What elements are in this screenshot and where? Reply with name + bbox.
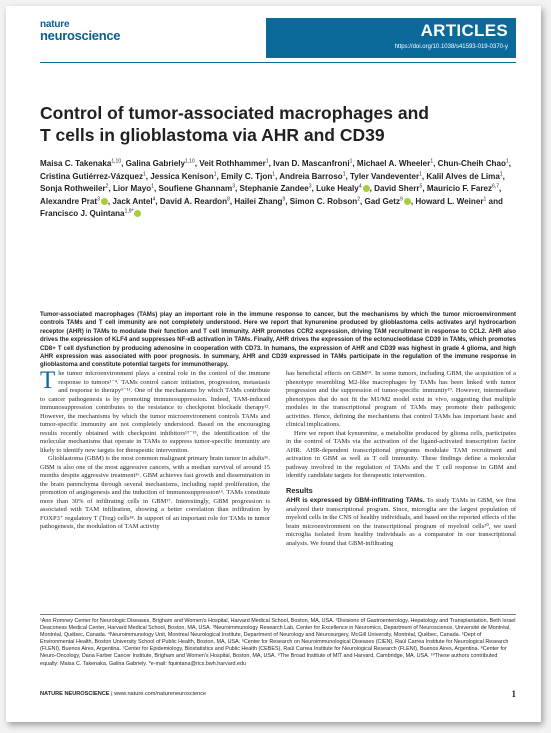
author-name[interactable]: [112, 197, 155, 206]
author-name-text: Luke Healy: [316, 184, 359, 194]
affiliation-marker: 3: [232, 183, 236, 190]
affiliation-marker: 1: [213, 170, 217, 177]
abstract: Tumor-associated macrophages (TAMs) play an important role in the immune response to cancer, but the mechanisms by which the tumor microenvironment controls TAMs and T cell immunity are not completely understood. Here we report that kynurenine produced by glioblastoma cells activates aryl hydrocarbon receptor (AHR) in TAMs to modulate their function and T cell immunity. AHR promotes CCR2 expression, driving TAM recruitment in response to CCL2. AHR also drives the expression of KLF4 and suppresses NF-κB activation in TAMs. Finally, AHR drives the expression of the ectonucleotidase CD39 in TAMs, which promotes CD8+ T cell dysfunction by producing adenosine in cooperation with CD73. In humans, the expression of AHR and CD39 was highest in grade 4 glioma, and high AHR expression was associated with poor prognosis. In summary, AHR and CD39 expressed in TAMs participate in the regulation of the immune response in glioblastoma and constitute potential targets for immunotherapy.: [40, 311, 516, 369]
affiliation-marker: 1: [505, 158, 509, 165]
journal-logo[interactable]: [40, 20, 120, 42]
author-name[interactable]: [290, 197, 360, 206]
author-name[interactable]: [240, 184, 312, 193]
author-name[interactable]: [150, 172, 216, 181]
author-name[interactable]: [113, 184, 154, 193]
author-name-text: Hailei Zhang: [234, 196, 283, 206]
section-banner: [266, 18, 516, 58]
affiliation-marker: 5: [419, 183, 423, 190]
author-name-text: Simon C. Robson: [289, 196, 358, 206]
author-name-text: Lior Mayo: [112, 184, 152, 194]
page-footer: [40, 691, 516, 697]
author-name[interactable]: [199, 159, 268, 168]
intro-paragraph-4: Here we report that kynurenine, a metabolite produced by glioma cells, participates in the control of TAMs via the activation of the ligand-activated transcription factor AHR. AHR-dependent transcriptional programs modulate TAM recruitment and activation in GBM as well as T cell immunity. These findings define a molecular pathway involved in the regulation of TAMs and the T cell response in GBM and identify candidate targets for therapeutic intervention.: [286, 429, 516, 479]
affiliation-marker: 4: [152, 196, 156, 203]
author-name[interactable]: [234, 197, 285, 206]
author-name-text: Jack Antel: [112, 196, 153, 206]
author-name[interactable]: [438, 159, 509, 168]
affiliation-marker: 8: [227, 196, 230, 203]
author-name-text: Galina Gabriely: [125, 159, 186, 168]
author-name[interactable]: [374, 184, 422, 193]
results-paragraph-1: [286, 497, 516, 548]
affiliation-marker: 1: [143, 170, 146, 177]
author-name-text: Sonja Rothweiler: [40, 184, 106, 194]
intro-paragraph-1: [40, 367, 270, 455]
right-column: [286, 370, 516, 548]
author-name[interactable]: [273, 159, 352, 168]
journal-logo-line2: neuroscience: [40, 28, 121, 43]
affiliation-marker: 9: [400, 196, 403, 203]
author-name[interactable]: [427, 184, 499, 193]
affiliation-marker: 1,9*: [124, 208, 134, 215]
author-name-text: Michael A. Wheeler: [356, 159, 431, 168]
affiliation-marker: 3: [308, 183, 312, 190]
affiliation-marker: 1: [342, 170, 346, 177]
author-name[interactable]: [126, 159, 195, 168]
affiliation-marker: 2: [357, 196, 360, 203]
results-paragraph-1-text: To study TAMs in GBM, we first analyzed their transcriptional program. Since, microglia are the largest population of myeloid cells in the CNS of healthy individuals, and based on the reported effects of the brain microenvironment on the transcriptional program of myeloid cells²⁰, we used microglia isolated from healthy individuals as a comparator in our transcriptional analysis. We found that GBM-infiltrating: [286, 497, 516, 547]
author-name[interactable]: [279, 172, 345, 181]
page-content: [40, 6, 516, 722]
author-name-text: Cristina Gutiérrez-Vázquez: [40, 171, 143, 181]
author-name[interactable]: [426, 172, 502, 181]
results-subheading: AHR is expressed by GBM-infiltrating TAMs.: [286, 497, 425, 504]
author-name-text: Kalil Alves de Lima: [426, 171, 500, 181]
intro-paragraph-1-text: he tumor microenvironment plays a central role in the control of the immune response to tumors¹⁻⁴. TAMs control cancer initiation, progression, metastasis and response to therapy⁵⁻¹¹. One of the mechanisms by which TAMs contribute to cancer pathogenesis is by promoting immunosuppression. Indeed, TAM-induced immunosuppression contributes to the resistance to checkpoint blockade therapy¹². However, the mechanisms by which the tumor microenvironment controls TAMs and tumor-specific immunity are not completely understood. Based on the encouraging results recently obtained with checkpoint inhibitors¹³⁻¹⁵, the identification of the molecular mechanisms that operate in TAMs to suppress tumor-specific immunity are likely to identify new targets for therapeutic intervention.: [40, 370, 270, 454]
author-name[interactable]: [40, 184, 108, 193]
author-name-text: Jessica Kenison: [150, 171, 214, 181]
title-line-2: T cells in glioblastoma via AHR and CD39: [40, 125, 385, 145]
affiliation-marker: 1,10: [185, 158, 195, 165]
affiliation-marker: 1: [483, 196, 487, 203]
affiliation-marker: 6,7: [492, 183, 499, 190]
author-name-text: Howard L. Weiner: [415, 196, 484, 206]
orcid-icon[interactable]: [134, 210, 141, 217]
doi-link[interactable]: https://doi.org/10.1038/s41593-019-0370-y: [394, 44, 508, 50]
header-rule: [40, 62, 516, 63]
author-name-text: Mauricio F. Farez: [426, 184, 493, 194]
intro-paragraph-3: has beneficial effects on GBM¹⁹. In some tumors, including GBM, the acquisition of a phenotype resembling M2-like macrophages by TAMs has been linked with tumor progression and the suppression of tumor-specific immunity¹⁹. However, intermediate phenotypes that do not fit the M1/M2 model exist in vivo, suggesting that multiple modules in the transcriptional program of TAMs may promote their pathogenic activities. Hence, defining the mechanisms that control TAMs has important basic and clinical implications.: [286, 370, 516, 428]
author-name[interactable]: [40, 197, 108, 206]
author-name-text: Soufiene Ghannam: [158, 184, 233, 194]
author-name[interactable]: [158, 184, 235, 193]
affiliation-marker: 1: [265, 158, 269, 165]
author-name-text: Alexandre Prat: [40, 196, 98, 206]
author-name-text: Ivan D. Mascanfroni: [273, 159, 350, 168]
results-heading: Results: [286, 485, 313, 495]
orcid-icon[interactable]: [101, 198, 108, 205]
affiliations-footnote: ¹Ann Romney Center for Neurologic Diseases, Brigham and Women's Hospital, Harvard Medical School, Boston, MA, USA. ²Divisions of Gastroenterology, Hepatology and Transplantation, Beth Israel Deaconess Medical Center, Harvard Medical School, Boston, MA, USA. ³Neuroimmunology Research Lab, Center for Excellence in Neuromics, Department of Neuroscience, Université de Montréal, Montréal, Québec, Canada. ⁴Neuroimmunology Unit, Montreal Neurological Institute, Department of Neurology and Neurosurgery, McGill University, Montréal, Québec, Canada. ⁵Dept of Environmental Health, Boston University School of Public Health, Boston, MA, USA. ⁶Center for Research on Neuroimmunological Diseases (CIEN), Raúl Carrea Institute for Neurological Research (FLENI), Buenos Aires, Argentina. ⁷Center for Epidemiology, Biostatistics and Public Health (CEBES), Raúl Carrea Institute for Neurological Research (FLENI), Buenos Aires, Argentina. ⁸Center for Neuro-Oncology, Dana Farber Cancer Institute, Brigham and Women's Hospital, Boston, MA, USA. ⁹The Broad Institute of MIT and Harvard, Cambridge, MA, USA. ¹⁰These authors contributed equally: Maisa C. Takenaka, Galina Gabriely. *e-mail: fquintana@rics.bwh.harvard.edu: [40, 618, 516, 667]
author-name-text: Stephanie Zandee: [239, 184, 309, 194]
author-name[interactable]: [365, 197, 411, 206]
journal-logo-line1: nature: [40, 19, 70, 30]
orcid-icon[interactable]: [363, 185, 370, 192]
author-name[interactable]: [415, 197, 486, 206]
author-name-text: David A. Reardon: [159, 196, 228, 206]
author-name-text: David Sherr: [374, 184, 420, 194]
left-column: [40, 367, 270, 532]
section-label: ARTICLES: [420, 21, 508, 40]
author-name[interactable]: [350, 172, 422, 181]
author-name-text: Veit Rothhammer: [199, 159, 266, 168]
affiliation-marker: 1: [419, 170, 422, 177]
affiliation-marker: 1: [349, 158, 353, 165]
author-name-text: Chun-Cheih Chao: [437, 159, 506, 168]
intro-paragraph-2: Glioblastoma (GBM) is the most common malignant primary brain tumor in adults¹⁶. GBM is also one of the most aggressive cancers, with a median survival of around 15 months despite aggressive treatment¹⁶. GBM achieves fast growth and dissemination in the brain parenchyma through several mechanisms, including rapid proliferation, the promotion of angiogenesis and the induction of immunosuppression¹⁶. TAMs constitute more than 30% of infiltrating cells in GBM¹⁷. Interestingly, GBM progression is associated with TAM infiltration, showing a better correlation than infiltration by FOXP3⁺ regulatory T (Treg) cells¹⁸. In support of an important role for TAMs in tumor pathogenesis, the modulation of TAM activity: [40, 455, 270, 530]
affiliation-marker: 1: [430, 158, 434, 165]
author-name[interactable]: [357, 159, 433, 168]
author-name[interactable]: [316, 184, 370, 193]
author-name-text: Emily C. Tjon: [221, 171, 273, 181]
affiliation-marker: 1: [151, 183, 154, 190]
footer-website[interactable]: | www.nature.com/natureneuroscience: [109, 691, 207, 697]
affiliation-marker: 1,10: [111, 158, 122, 165]
affiliation-marker: 2: [105, 183, 109, 190]
author-name[interactable]: [160, 197, 230, 206]
author-name[interactable]: [40, 209, 141, 218]
author-name-text: Francisco J. Quintana: [40, 209, 125, 219]
title-line-1: Control of tumor-associated macrophages and: [40, 103, 429, 123]
affiliation-marker: 3: [97, 196, 100, 203]
affiliation-marker: 1: [499, 170, 503, 177]
orcid-icon[interactable]: [404, 198, 411, 205]
affiliation-marker: 1: [272, 170, 276, 177]
author-list: Maisa C. Takenaka$^{1,10}$, Galina Gabriely$^{1,10}$, Veit Rothhammer$^1$, Ivan D. Mascanfroni$^1$, Michael A. Wheeler$^1$, Chun-Cheih Chao$^1$, Cristina Gutiérrez-Vázquez$^1$, Jessica Kenison$^1$, Emily C. Tjon$^1$, Andreia Barroso$^1$, Tyler Vandeventer$^1$, Kalil Alves de Lima$^1$, Sonja Rothweiler$^2$, Lior Mayo$^1$, Soufiene Ghannam$^3$, Stephanie Zandee$^3$, Luke Healy$^4$ , David Sherr$^5$, Mauricio F. Farez$^{6,7}$, Alexandre Prat$^3$ , Jack Antel$^4$, David A. Reardon$^8$, Hailei Zhang$^9$, Simon C. Robson$^2$, Gad Getz$^9$ , Howard L. Weiner$^1$ and Francisco J. Quintana$^{1,9*}$: [40, 158, 511, 219]
author-name[interactable]: [40, 159, 121, 168]
drop-cap: T: [40, 367, 56, 394]
author-name-text: Andreia Barroso: [279, 171, 343, 181]
footnote-rule: [40, 614, 516, 615]
article-title: [40, 102, 516, 146]
author-name-text: Tyler Vandeventer: [349, 171, 420, 181]
affiliation-marker: 9: [282, 196, 286, 203]
author-name-text: Gad Getz: [364, 196, 401, 206]
footer-journal-name: NATURE NEUROSCIENCE: [40, 691, 110, 697]
affiliation-marker: 4: [358, 183, 362, 190]
author-name[interactable]: [40, 172, 146, 181]
author-name-text: Maisa C. Takenaka: [40, 159, 112, 168]
page-number: 1: [511, 689, 516, 699]
author-name[interactable]: [221, 172, 275, 181]
article-page: [6, 6, 541, 722]
